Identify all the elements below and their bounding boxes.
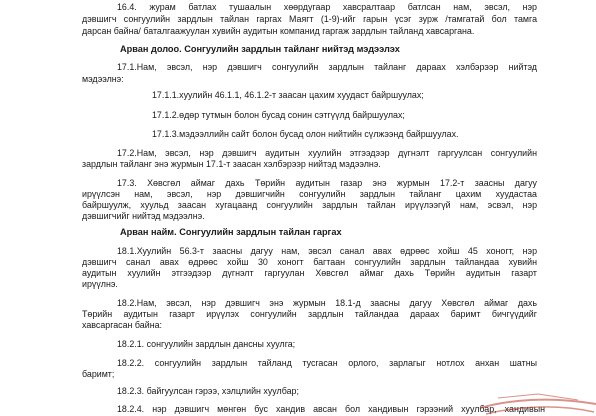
item-18-2-3: 18.2.3. байгуулсан гэрээ, хэлцлийн хуулбар; — [117, 386, 299, 396]
section-heading-18: Арван найм. Сонгуулийн зардлын тайлан гаргах — [120, 227, 342, 237]
paragraph-18-1-line-3: аудитын хуулийн этгээдээр дүгнэлт гаргуулан Хөвсгөл аймаг дахь Төрийн аудитын газарт — [82, 268, 537, 278]
paragraph-18-2-line-3: хавсаргасан байна: — [82, 320, 162, 330]
paragraph-17-1-line-2: мэдээлнэ: — [82, 74, 124, 84]
paragraph-17-2-line-1: 17.2.Нам, эвсэл, нэр дэвшигч аудитын хуулийн этгээдээр дүгнэлт гаргуулсан сонгуулийн — [117, 148, 537, 158]
paragraph-17-3-line-1: 17.3. Хөвсгөл аймаг дахь Төрийн аудитын газар энэ журмын 17.2-т заасны дагуу — [117, 178, 537, 188]
paragraph-16-4-line-3: дарсан байна/ баталгаажуулан хувийн аудитын компанид гаргаж зардлын тайланд хавсаргана. — [82, 26, 475, 36]
item-18-2-2-line-1: 18.2.2. сонгуулийн зардлын тайланд тусгасан орлого, зарлагыг нотлох анхан шатны — [117, 358, 537, 368]
item-18-2-2-line-2: баримт; — [82, 369, 115, 379]
item-18-2-1: 18.2.1. сонгуулийн зардлын дансны хуулга; — [117, 339, 296, 349]
paragraph-16-4-line-1: 16.4. журам батлах тушаалын хөөрдугаар хавсралтаар батлсан нам, эвсэл, нэр — [117, 2, 537, 12]
paragraph-17-3-line-4: дэвшигчийг нийтэд мэдээлнэ. — [82, 211, 205, 221]
paragraph-17-2-line-2: зардлын тайланг энэ журмын 17.1-т заасан хэлбэрээр нийтэд мэдээлнэ. — [82, 159, 381, 169]
paragraph-17-1-line-1: 17.1.Нам, эвсэл, нэр дэвшигч сонгуулийн зардлын тайланг дараах хэлбэрээр нийтэд — [117, 62, 537, 72]
paragraph-18-2-line-2: Төрийн аудитын газарт ирүүлэх сонгуулийн зардлын тайландаа дараах баримт бичгүүдийг — [82, 309, 537, 319]
section-heading-17: Арван долоо. Сонгуулийн зардлын тайланг нийтэд мэдээлэх — [120, 44, 400, 54]
paragraph-17-3-line-2: ирүүлсэн нам, эвсэл, нэр дэвшигчийн сонгуулийн зардлын тайланг цахим хуудастаа — [82, 189, 537, 199]
paragraph-18-1-line-2: дэвшигч санал авах өдрөөс хойш 30 хоногт багтаан сонгуулийн зардлын тайландаа хувийн — [82, 257, 537, 267]
item-18-2-4-line-1: 18.2.4. нэр дэвшигч мөнгөн бус хандив авсан бол хандивын гэрээний хуулбар, хандивын — [117, 404, 545, 414]
item-17-1-2: 17.1.2.өдөр тутмын болон бусад сонин сэтгүүлд байршуулах; — [152, 110, 405, 120]
item-17-1-1: 17.1.1.хуулийн 46.1.1, 46.1.2-т заасан цахим хуудаст байршуулах; — [152, 90, 424, 100]
paragraph-18-1-line-4: ирүүлнэ. — [82, 279, 118, 289]
paragraph-16-4-line-2: дэвшигч сонгуулийн зардлын тайлан гаргах Маягт (1-9)-ийг гарын үсэг зурж /тамгатай бол тамга — [82, 14, 537, 24]
paragraph-17-3-line-3: байршуулж, хуульд заасан хугацаанд сонгуулийн зардлын тайлан ирүүлээгүй нам, эсвэл, нэр — [82, 200, 537, 210]
paragraph-18-2-line-1: 18.2.Нам, эвсэл, нэр дэвшигч энэ журмын 18.1-д заасны дагуу Хөвсгөл аймаг дахь — [117, 298, 537, 308]
item-17-1-3: 17.1.3.мэдээллийн сайт болон бусад олон нийтийн сүлжээнд байршуулах. — [152, 129, 459, 139]
paragraph-18-1-line-1: 18.1.Хуулийн 56.3-т заасны дагуу нам, эвсэл санал авах өдрөөс хойш 45 хоногт, нэр — [117, 246, 537, 256]
